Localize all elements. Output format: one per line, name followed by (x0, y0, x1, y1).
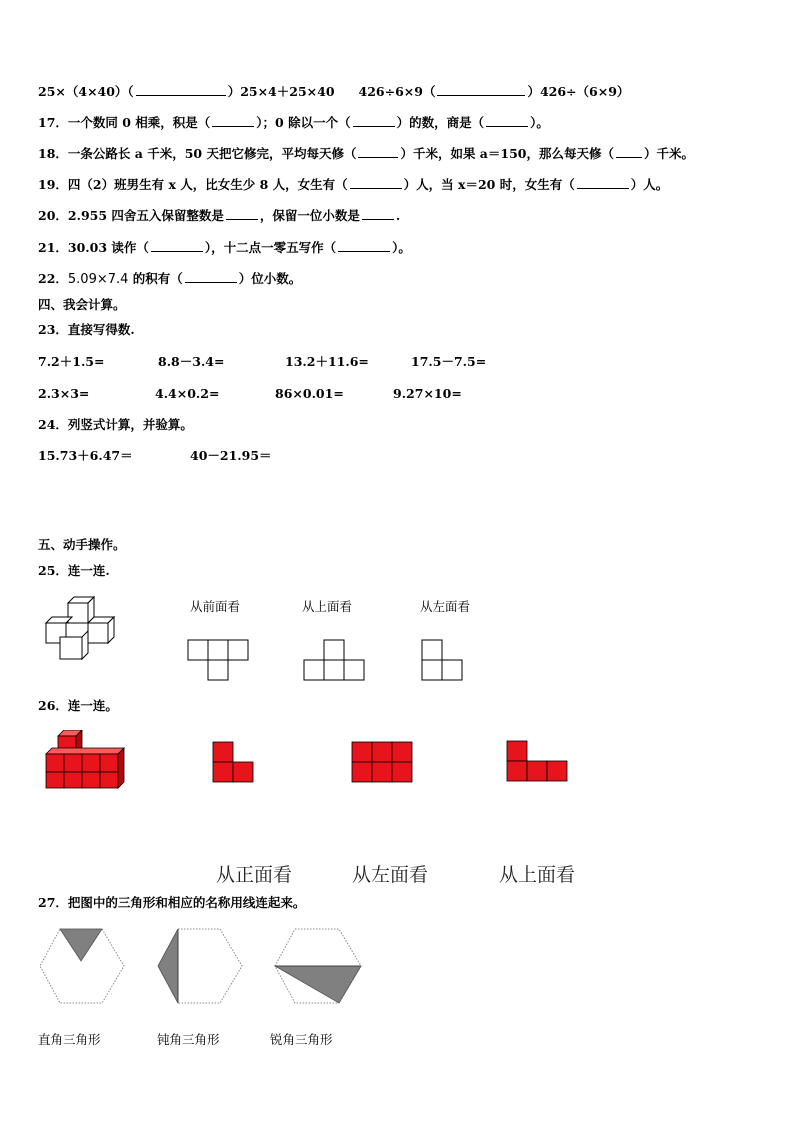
answer-blank[interactable] (486, 115, 528, 127)
section-5-heading: 五、动手操作。 (38, 537, 126, 552)
red-view-shape[interactable] (351, 741, 415, 785)
triangle-name-label[interactable]: 直角三角形 (38, 1032, 101, 1047)
calc-item: 86×0.01= (275, 386, 344, 401)
red-view-shape[interactable] (212, 741, 256, 785)
answer-blank[interactable] (151, 240, 203, 252)
hexagon-obtuse-triangle-figure (156, 927, 246, 1005)
question-26-title: 26．连一连。 (38, 698, 118, 713)
top-view-shape[interactable] (303, 639, 367, 683)
red-cube-stack-figure (44, 730, 134, 792)
calc-item: 8.8－3.4= (158, 354, 225, 369)
question-20: 20．2.955 四舍五入保留整数是 ，保留一位小数是 . (38, 208, 401, 223)
answer-blank[interactable] (616, 146, 642, 158)
question-24-title: 24．列竖式计算，并验算。 (38, 417, 193, 432)
calc-item: 13.2＋11.6= (285, 354, 369, 369)
question-21: 21．30.03 读作（ ），十二点一零五写作（ ）。 (38, 240, 411, 255)
answer-blank[interactable] (212, 115, 254, 127)
answer-blank[interactable] (185, 271, 237, 283)
view-label: 从正面看 (216, 864, 293, 886)
triangle-name-label[interactable]: 钝角三角形 (157, 1032, 220, 1047)
view-label: 从前面看 (190, 599, 241, 614)
calc-item: 7.2＋1.5= (38, 354, 105, 369)
answer-blank[interactable] (358, 146, 398, 158)
section-4-heading: 四、我会计算。 (38, 297, 126, 312)
answer-blank[interactable] (353, 115, 395, 127)
question-27-title: 27．把图中的三角形和相应的名称用线连起来。 (38, 895, 306, 910)
left-view-shape[interactable] (421, 639, 465, 683)
question-22: 22．5.09×7.4 的积有（ ）位小数。 (38, 271, 302, 287)
answer-blank[interactable] (362, 208, 394, 220)
red-view-shape[interactable] (506, 740, 570, 784)
question-25-title: 25．连一连. (38, 563, 110, 578)
hexagon-acute-triangle-figure (273, 927, 365, 1005)
vertical-calc-item: 40－21.95＝ (190, 448, 272, 463)
view-label: 从左面看 (420, 599, 471, 614)
answer-blank[interactable] (577, 177, 629, 189)
answer-blank[interactable] (338, 240, 390, 252)
triangle-name-label[interactable]: 锐角三角形 (270, 1032, 333, 1047)
answer-blank[interactable] (437, 84, 525, 96)
answer-blank[interactable] (226, 208, 258, 220)
question-18: 18．一条公路长 a 千米，50 天把它修完，平均每天修（ ）千米，如果 a＝150，那么每天修（ ）千米。 (38, 146, 695, 161)
answer-blank[interactable] (136, 84, 226, 96)
front-view-shape[interactable] (187, 639, 249, 683)
answer-blank[interactable] (350, 177, 402, 189)
hexagon-right-triangle-figure (38, 927, 128, 1005)
calc-item: 4.4×0.2= (155, 386, 220, 401)
question-19: 19．四（2）班男生有 x 人，比女生少 8 人，女生有（ ）人，当 x＝20 时，女生有（ ）人。 (38, 177, 669, 192)
view-label: 从上面看 (302, 599, 353, 614)
view-label: 从上面看 (499, 864, 576, 886)
q16-compare-line: 25×（4×40）（ ）25×4＋25×40 426÷6×9（ ）426÷（6×9） (38, 84, 630, 99)
question-17: 17．一个数同 0 相乘，积是（ ）；0 除以一个（ ）的数，商是（ ）。 (38, 115, 549, 130)
view-label: 从左面看 (352, 864, 429, 886)
calc-item: 9.27×10= (393, 386, 462, 401)
calc-item: 2.3×3= (38, 386, 90, 401)
cube-stack-figure (40, 593, 130, 663)
calc-item: 17.5－7.5= (411, 354, 487, 369)
question-23-title: 23．直接写得数. (38, 322, 135, 337)
vertical-calc-item: 15.73＋6.47＝ (38, 448, 133, 463)
